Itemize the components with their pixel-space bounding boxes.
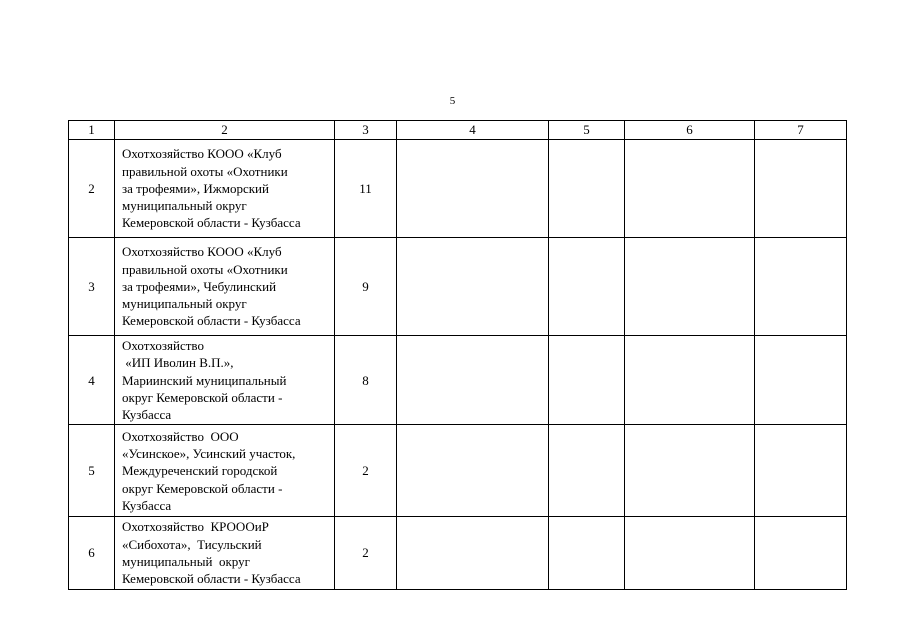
column-header: 3 (335, 121, 397, 140)
empty-cell (549, 140, 625, 238)
description-line: округ Кемеровской области - (122, 389, 283, 405)
row-number: 2 (69, 140, 115, 238)
description-line: Кемеровской области - Кузбасса (122, 215, 301, 231)
description-line: Кузбасса (122, 407, 172, 423)
description-line: округ Кемеровской области - (122, 480, 283, 496)
description-line: правильной охоты «Охотники (122, 261, 288, 277)
description-line: Кемеровской области - Кузбасса (122, 571, 301, 587)
description-line: Охотхозяйство КООО «Клуб (122, 146, 282, 162)
page-number: 5 (449, 95, 456, 107)
hunting-ground-description (115, 238, 335, 336)
empty-cell (397, 238, 549, 336)
column-header: 2 (115, 121, 335, 140)
row-number: 6 (69, 517, 115, 589)
table-header-row (69, 121, 847, 140)
table-row (69, 425, 847, 517)
column-header: 4 (397, 121, 549, 140)
empty-cell (755, 238, 847, 336)
hunting-ground-description (115, 336, 335, 425)
description-line: за трофеями», Чебулинский (122, 278, 277, 294)
row-number: 3 (69, 238, 115, 336)
empty-cell (397, 336, 549, 425)
empty-cell (549, 425, 625, 517)
table-row (69, 336, 847, 425)
row-number: 5 (69, 425, 115, 517)
column-header: 5 (549, 121, 625, 140)
description-line: «Усинское», Усинский участок, (122, 446, 296, 462)
description-line: Охотхозяйство ООО (122, 428, 239, 444)
column-header: 6 (625, 121, 755, 140)
empty-cell (625, 425, 755, 517)
empty-cell (625, 238, 755, 336)
empty-cell (755, 336, 847, 425)
column-header: 7 (755, 121, 847, 140)
hunting-ground-description (115, 140, 335, 238)
quantity-value: 9 (335, 238, 397, 336)
hunting-ground-description (115, 517, 335, 589)
description-line: муниципальный округ (122, 198, 247, 214)
quantity-value: 2 (335, 425, 397, 517)
empty-cell (549, 517, 625, 589)
empty-cell (549, 336, 625, 425)
table-row (69, 238, 847, 336)
description-line: муниципальный округ (122, 296, 247, 312)
description-line: Междуреченский городской (122, 463, 278, 479)
empty-cell (755, 517, 847, 589)
quantity-value: 2 (335, 517, 397, 589)
empty-cell (397, 425, 549, 517)
empty-cell (755, 425, 847, 517)
empty-cell (549, 238, 625, 336)
description-line: за трофеями», Ижморский (122, 180, 269, 196)
quantity-value: 11 (335, 140, 397, 238)
description-line: муниципальный округ (122, 554, 250, 570)
description-line: Охотхозяйство КООО «Клуб (122, 244, 282, 260)
description-line: Охотхозяйство (122, 338, 204, 353)
empty-cell (625, 140, 755, 238)
hunting-ground-description (115, 425, 335, 517)
table-row (69, 517, 847, 589)
description-line: правильной охоты «Охотники (122, 163, 288, 179)
description-line: Охотхозяйство КРОООиР (122, 519, 269, 535)
row-number: 4 (69, 336, 115, 425)
description-line: Кузбасса (122, 497, 172, 513)
quantity-value: 8 (335, 336, 397, 425)
description-line: «ИП Иволин В.П.», (122, 355, 234, 371)
empty-cell (397, 517, 549, 589)
table-row (69, 140, 847, 238)
empty-cell (625, 336, 755, 425)
empty-cell (397, 140, 549, 238)
description-line: «Сибохота», Тисульский (122, 536, 262, 552)
column-header: 1 (69, 121, 115, 140)
empty-cell (755, 140, 847, 238)
empty-cell (625, 517, 755, 589)
description-line: Мариинский муниципальный (122, 372, 287, 388)
description-line: Кемеровской области - Кузбасса (122, 313, 301, 329)
data-table (68, 120, 847, 590)
